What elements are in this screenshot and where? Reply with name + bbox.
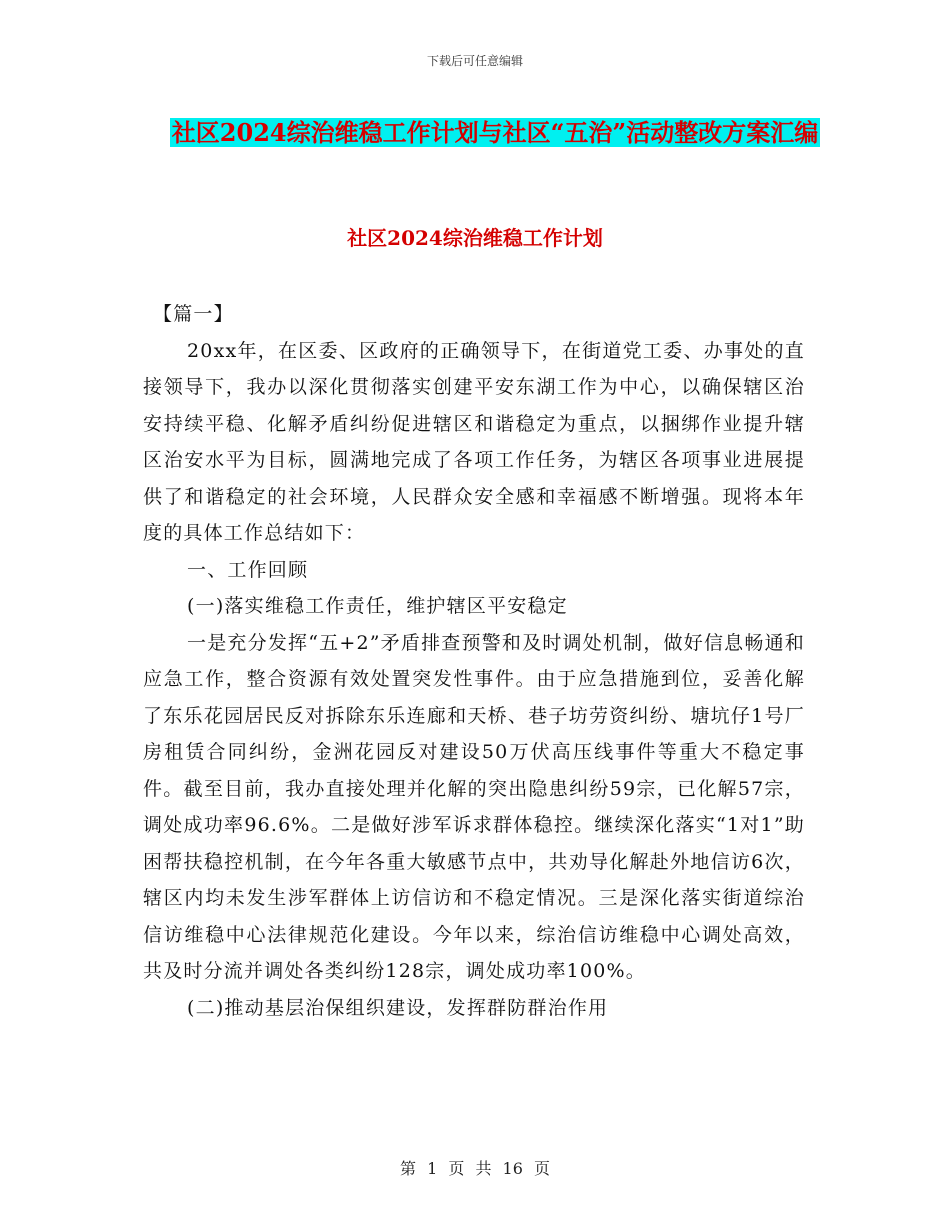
heading-review: 一、工作回顾 (187, 558, 309, 581)
heading-subsection-1: (一)落实维稳工作责任，维护辖区平安稳定 (187, 595, 568, 617)
document-title (150, 112, 840, 154)
paragraph-intro: 20xx年，在区委、区政府的正确领导下，在街道党工委、办事处的直接领导下，我办以深化贯彻落实创建平安东湖工作为中心，以确保辖区治安持续平稳、化解矛盾纠纷促进辖区和谐稳定为重点，以捆绑作业提升辖区治安水平为目标，圆满地完成了各项工作任务，为辖区各项事业进展提供了和谐稳定的社会环境，人民群众安全感和幸福感不断增强。现将本年度的具体工作总结如下： (143, 339, 805, 544)
document-body (143, 296, 805, 1026)
section-label: 【篇一】 (153, 303, 234, 325)
heading-subsection-2: (二)推动基层治保组织建设，发挥群防群治作用 (187, 996, 609, 1019)
header-note: 下载后可任意编辑 (426, 54, 523, 68)
page-footer: 第 1 页 共 16 页 (400, 1159, 550, 1178)
document-title-text: 社区2024综治维稳工作计划与社区“五治”活动整改方案汇编 (171, 118, 819, 147)
section-title: 社区2024综治维稳工作计划 (347, 226, 603, 250)
paragraph-stability: 一是充分发挥“五+2”矛盾排查预警和及时调处机制，做好信息畅通和应急工作，整合资源有效处置突发性事件。由于应急措施到位，妥善化解了东乐花园居民反对拆除东乐连廊和天桥、巷子坊劳资纠纷、塘坑仔1号厂房租赁合同纠纷，金洲花园反对建设50万伏高压线事件等重大不稳定事件。截至目前，我办直接处理并化解的突出隐患纠纷59宗，已化解57宗，调处成功率96.6%。二是做好涉军诉求群体稳控。继续深化落实“1对1”助困帮扶稳控机制，在今年各重大敏感节点中，共劝导化解赴外地信访6次，辖区内均未发生涉军群体上访信访和不稳定情况。三是深化落实街道综治信访维稳中心法律规范化建设。今年以来，综治信访维稳中心调处高效，共及时分流并调处各类纠纷128宗，调处成功率100%。 (143, 631, 805, 982)
